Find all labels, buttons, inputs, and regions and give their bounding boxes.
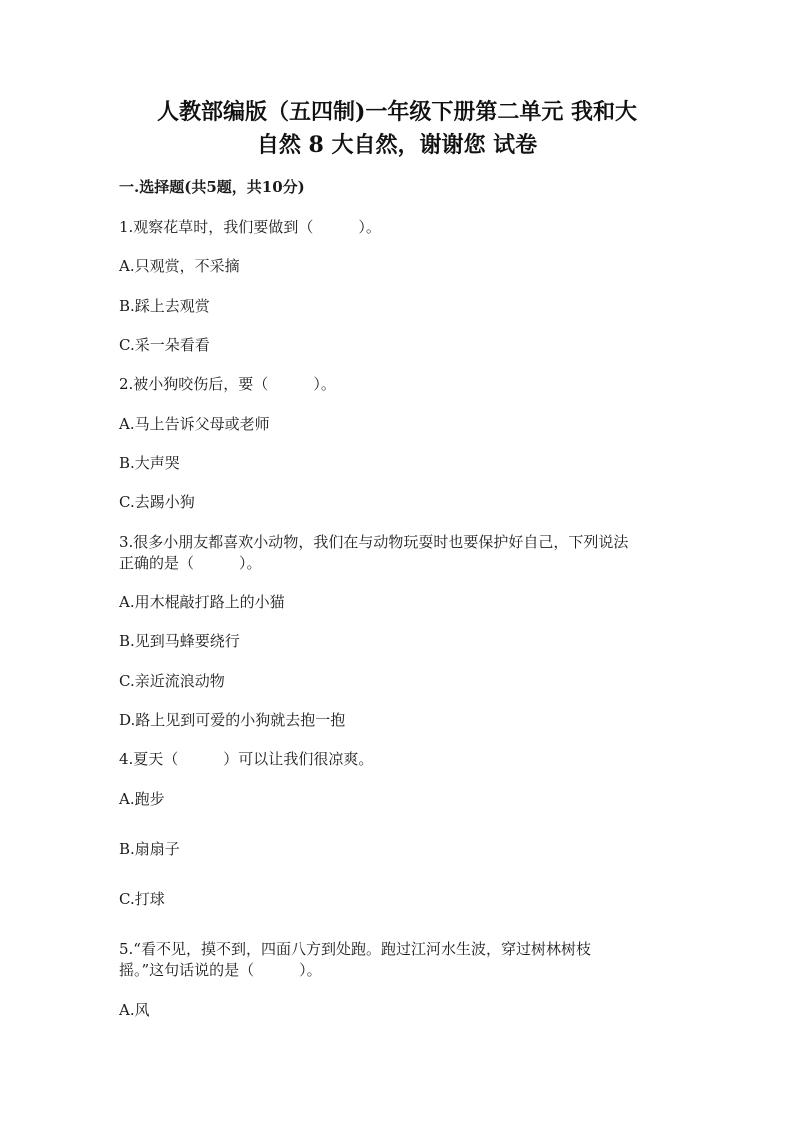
question-3-option-d: D.路上见到可爱的小狗就去抱一抱 — [119, 711, 346, 729]
question-4-option-a: A.跑步 — [119, 790, 165, 808]
question-5-option-a: A.风 — [119, 1001, 150, 1019]
question-1-option-c: C.采一朵看看 — [119, 336, 210, 354]
question-5-stem-line-2: 摇。”这句话说的是（ ）。 — [119, 961, 322, 979]
question-4-stem: 4.夏天（ ）可以让我们很凉爽。 — [119, 750, 374, 768]
question-4-option-b: B.扇扇子 — [119, 840, 180, 858]
question-2-option-a: A.马上告诉父母或老师 — [119, 415, 270, 433]
document-title-line-2: 自然 8 大自然，谢谢您 试卷 — [256, 132, 538, 158]
question-3-option-b: B.见到马蜂要绕行 — [119, 632, 240, 650]
question-3-stem-line-2: 正确的是（ ）。 — [119, 554, 262, 572]
section-heading: 一.选择题(共5题，共10分) — [119, 178, 305, 196]
question-4-option-c: C.打球 — [119, 890, 165, 908]
question-1-option-b: B.踩上去观赏 — [119, 297, 210, 315]
question-3-option-c: C.亲近流浪动物 — [119, 672, 225, 690]
question-3-stem-line-1: 3.很多小朋友都喜欢小动物，我们在与动物玩耍时也要保护好自己，下列说法 — [119, 533, 629, 551]
question-2-option-b: B.大声哭 — [119, 454, 180, 472]
question-3-option-a: A.用木棍敲打路上的小猫 — [119, 593, 285, 611]
question-1-option-a: A.只观赏，不采摘 — [119, 257, 240, 275]
document-title-line-1: 人教部编版（五四制)一年级下册第二单元 我和大 — [156, 99, 638, 125]
question-5-stem-line-1: 5.“看不见，摸不到，四面八方到处跑。跑过江河水生波，穿过树林树枝 — [119, 940, 591, 958]
question-1-stem: 1.观察花草时，我们要做到（ ）。 — [119, 218, 381, 236]
question-2-option-c: C.去踢小狗 — [119, 493, 195, 511]
question-2-stem: 2.被小狗咬伤后，要（ ）。 — [119, 375, 336, 393]
